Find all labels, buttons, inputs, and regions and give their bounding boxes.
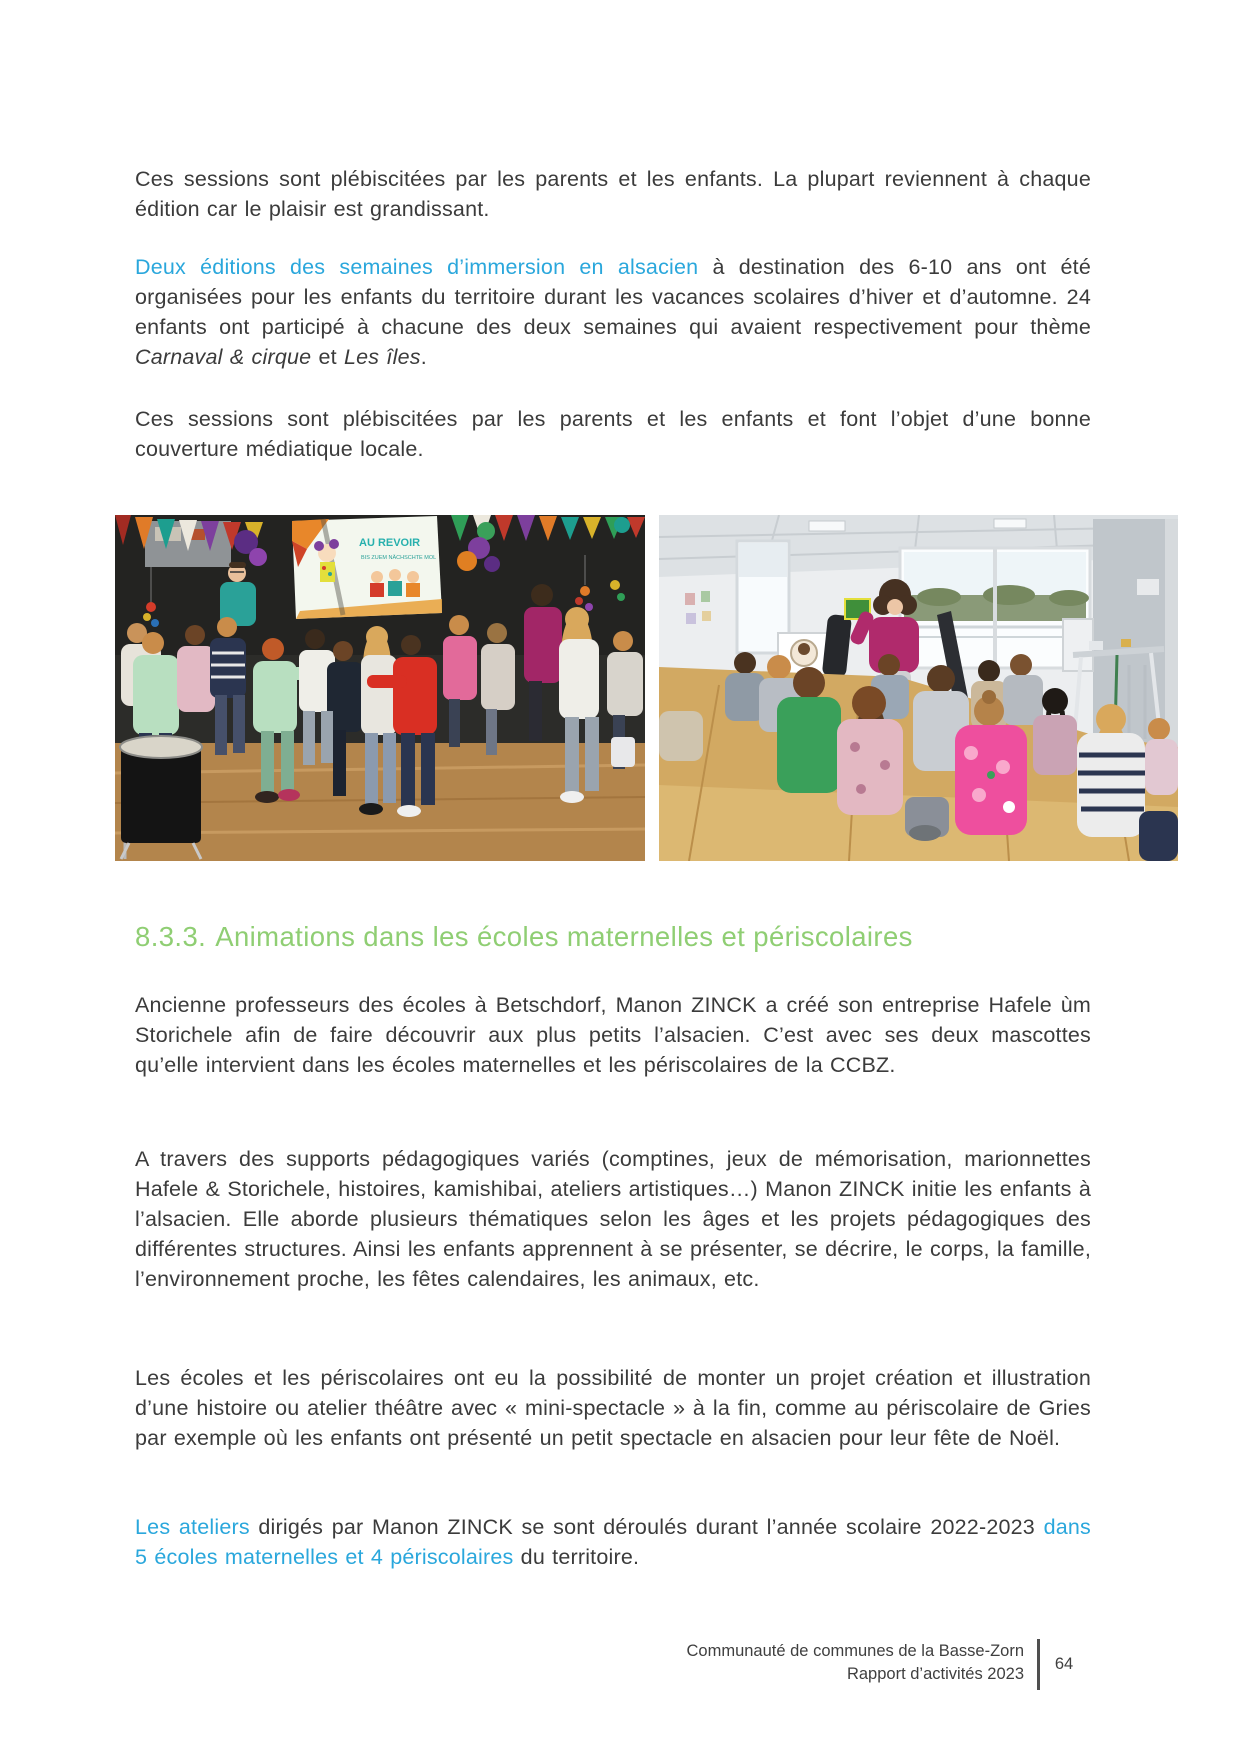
photo-left-illustration (115, 515, 645, 861)
paragraph-media-coverage: Ces sessions sont plébiscitées par les parents et les enfants et font l’objet d’une bonne couverture médiatique locale. (135, 407, 1091, 461)
text-run: dirigés par Manon ZINCK se sont déroulés durant l’année scolaire 2022-2023 (249, 1515, 1044, 1539)
projection-screen (292, 516, 442, 619)
highlight-schools-count: dans 5 écoles maternelles et 4 périscolaires (135, 1515, 1091, 1569)
footer-divider (1037, 1639, 1040, 1690)
paragraph-workshops-summary (135, 1512, 1091, 1572)
photo-right-illustration (659, 515, 1178, 861)
theme-carnaval-cirque: Carnaval & cirque (135, 345, 312, 369)
section-heading (135, 919, 1195, 955)
section-title: Animations dans les écoles maternelles et périscolaires (215, 921, 913, 952)
footer-org-name: Communauté de communes de la Basse-Zorn (686, 1642, 1024, 1660)
highlight-immersion-weeks: Deux éditions des semaines d’immersion en alsacien (135, 255, 699, 279)
paragraph-sessions-popularity: Ces sessions sont plébiscitées par les parents et les enfants. La plupart reviennent à chaque édition car le plaisir est grandissant. (135, 167, 1091, 221)
photo-story-reading (659, 515, 1178, 861)
highlight-workshops: Les ateliers (135, 1515, 250, 1539)
text-run: du territoire. (513, 1545, 640, 1569)
drum (120, 736, 202, 859)
paragraph-school-projects: Les écoles et les périscolaires ont eu la possibilité de monter un projet création et illustration d’une histoire ou atelier théâtre avec « mini-spectacle » à la fin, comme au périscolaire de Gries par exemple où les enfants ont présenté un petit spectacle en alsacien pour leur fête de Noël. (135, 1366, 1091, 1450)
paragraph-manon-zinck-intro: Ancienne professeurs des écoles à Betschdorf, Manon ZINCK a créé son entreprise Hafele ùm Storichele afin de faire découvrir aux plus petits l’alsacien. C’est avec ses deux mascottes qu’elle intervient dans les écoles maternelles et les périscolaires de la CCBZ. (135, 993, 1091, 1077)
text-run: . (420, 345, 427, 369)
back-windows (900, 548, 1090, 668)
paragraph-pedagogical-supports: A travers des supports pédagogiques variés (comptines, jeux de mémorisation, marionnettes Hafele & Storichele, histoires, kamishibai, ateliers artistiques…) Manon ZINCK initie les enfants à l’alsacien. Elle aborde plusieurs thématiques selon les âges et les projets pédagogiques des différentes structures. Ainsi les enfants apprennent à se présenter, se décrire, le corps, la famille, l’environnement proche, les fêtes calendaires, les animaux, etc. (135, 1147, 1091, 1291)
footer (504, 1640, 1024, 1685)
footer-report-title: Rapport d’activités 2023 (846, 1664, 1024, 1683)
section-number: 8.3.3. (135, 921, 207, 952)
photo-immersion-week-dance (115, 515, 645, 861)
paragraph-immersion-weeks (135, 252, 1091, 372)
text-run: à destination des 6-10 ans ont été organisées pour les enfants du territoire durant les vacances scolaires d’hiver et d’automne. 24 enfants ont participé à chacune des deux semaines qui avaient respectivement pour thème (135, 255, 1091, 339)
page-number: 64 (1054, 1655, 1074, 1673)
chair (611, 737, 635, 767)
screen-title-text: AU REVOIR (359, 537, 421, 549)
theme-les-iles: Les îles (343, 345, 421, 369)
screen-subtitle-text: BIS ZUEM NÄCHSCHTE MOL (361, 555, 437, 561)
text-run: et (311, 345, 344, 369)
